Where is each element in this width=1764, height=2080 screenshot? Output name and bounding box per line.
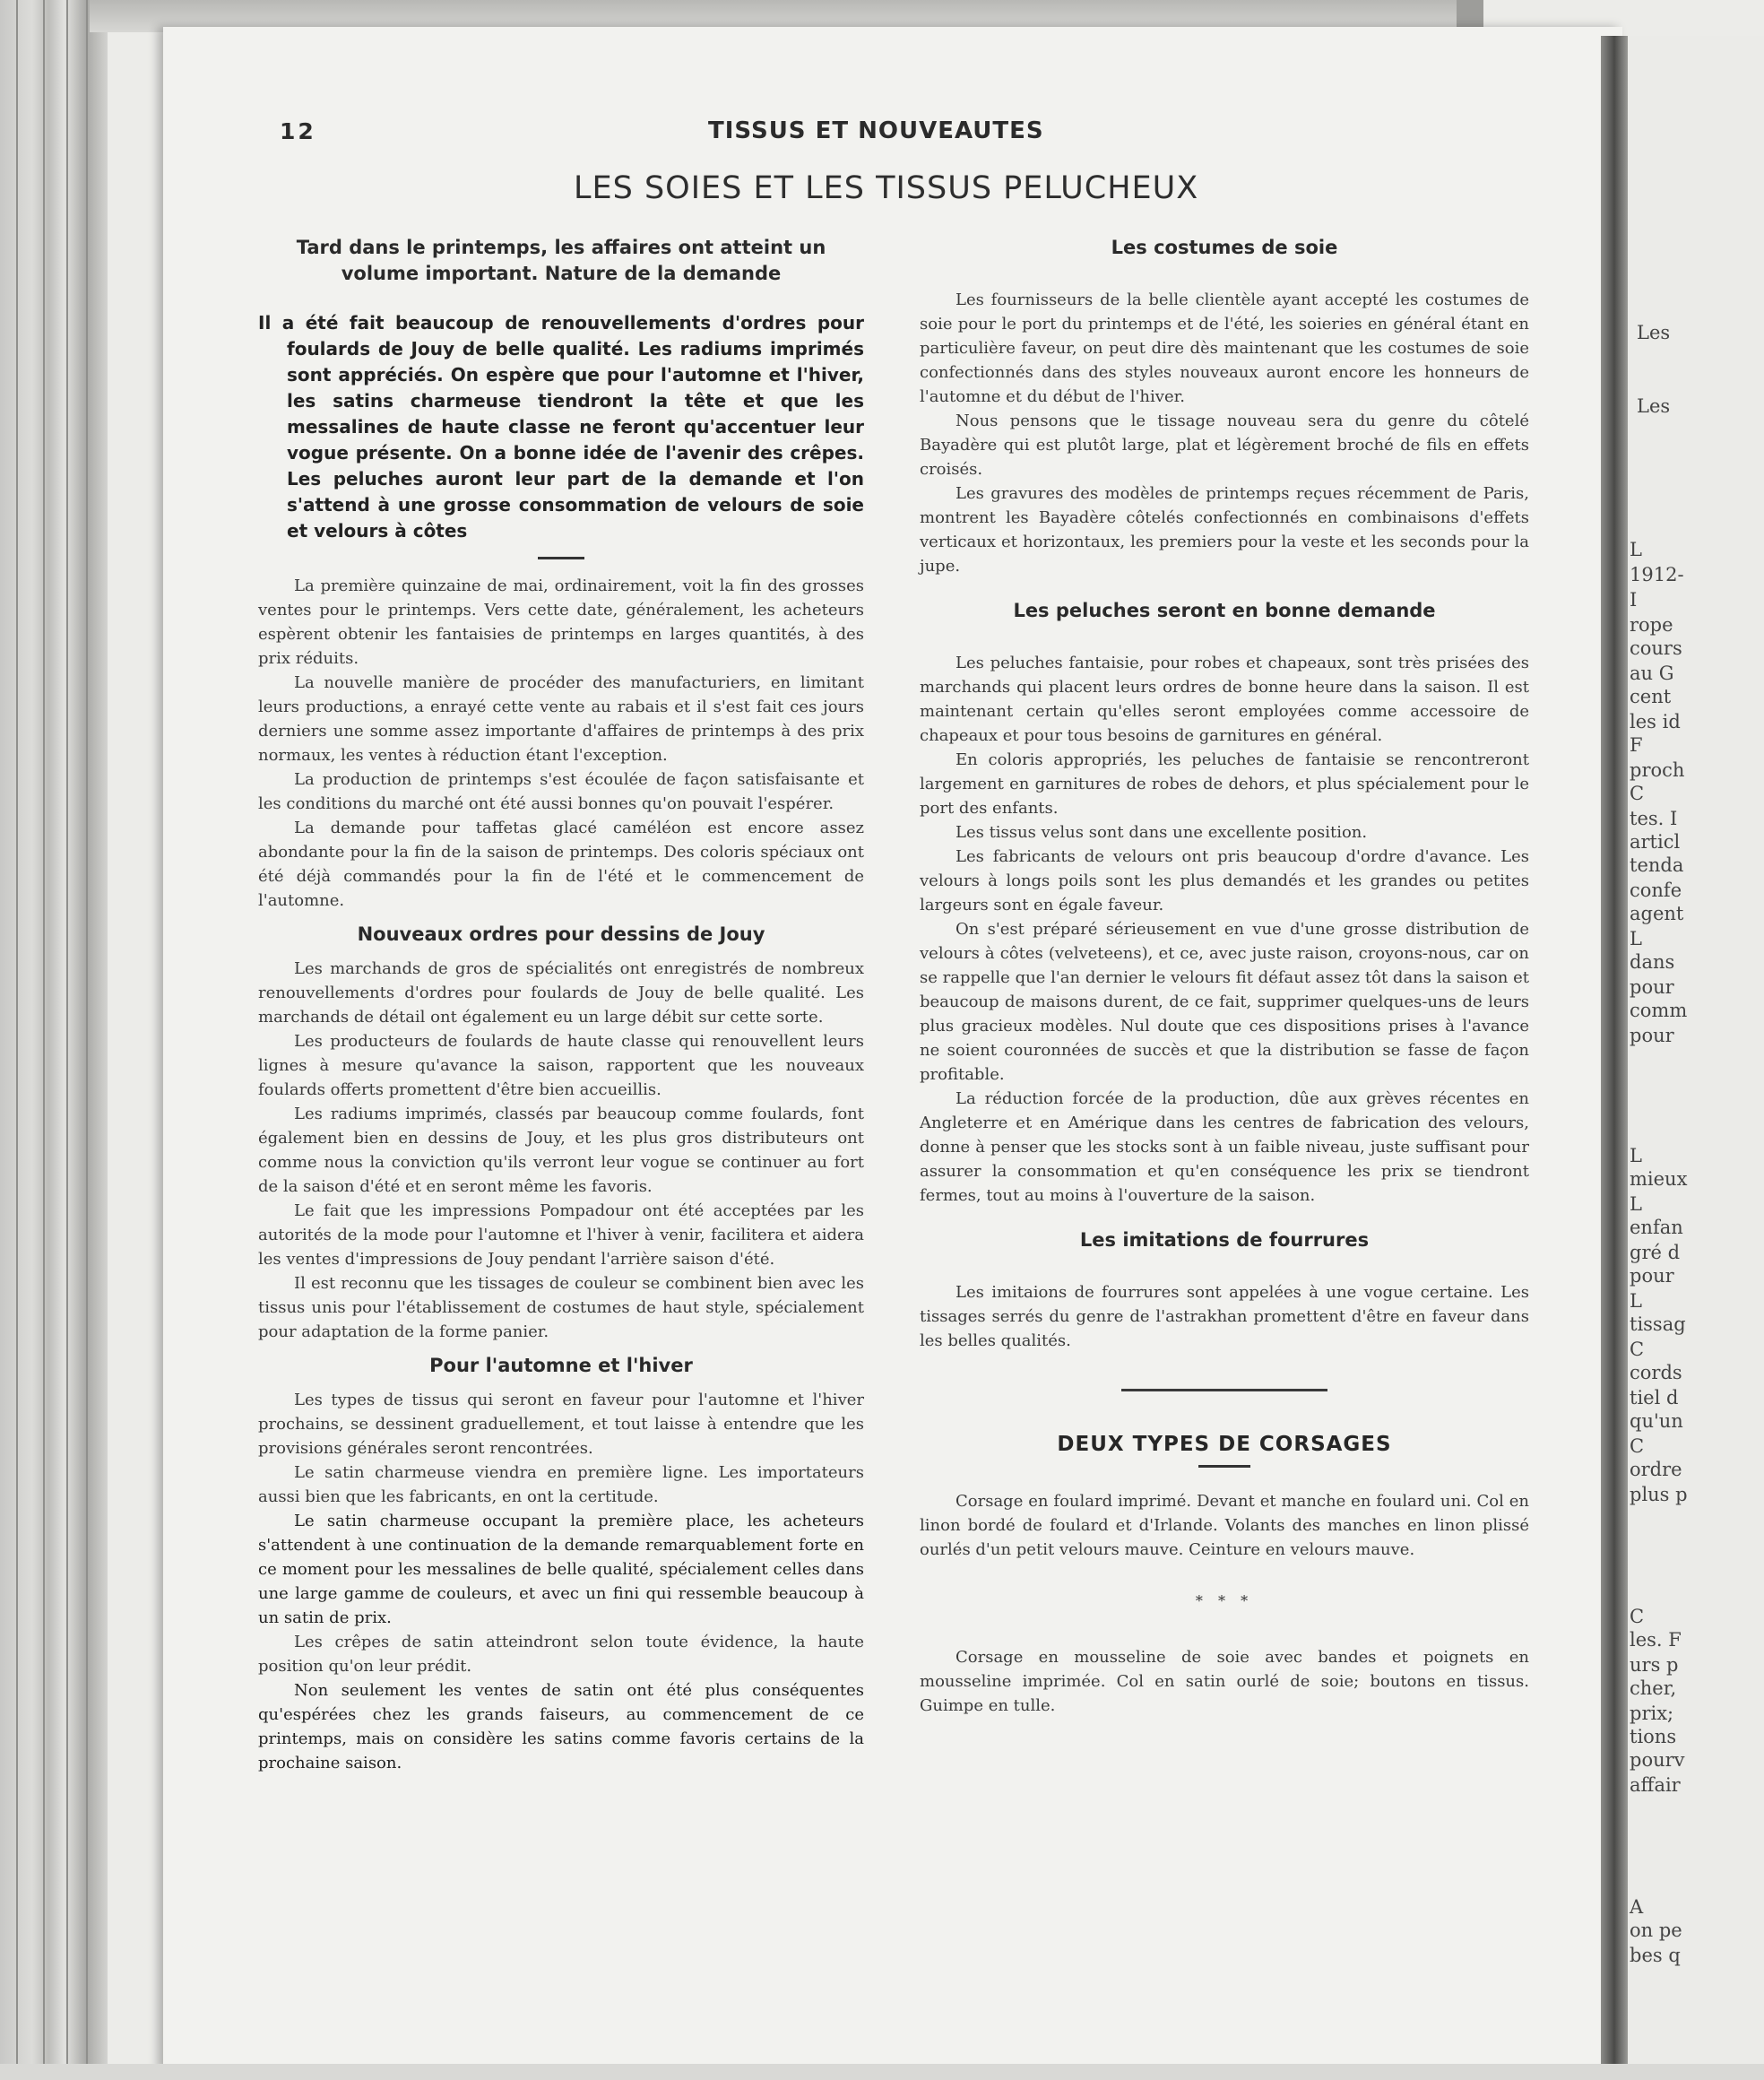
facing-page-word-fragment: prix; bbox=[1630, 1703, 1674, 1724]
paragraph: Les types de tissus qui seront en faveur pour l'automne et l'hiver prochains, se dessinent graduellement, et tout laisse à entendre que les provisions générales seront rencontrées. bbox=[258, 1391, 864, 1458]
left-heading: Tard dans le printemps, les affaires ont atteint un volume important. Nature de la demande bbox=[296, 237, 826, 284]
section-divider bbox=[1121, 1389, 1327, 1391]
automne-paragraphs bbox=[258, 1388, 864, 1775]
paragraph: Les marchands de gros de spécialités ont enregistrés de nombreux renouvellements d'ordres pour foulards de Jouy de belle qualité. Les marchands de détail ont également eu un large débit sur cette sorte. bbox=[258, 959, 864, 1027]
paragraph: Les imitaions de fourrures sont appelées à une vogue certaine. Les tissages serrés du genre de l'astrakhan promettent d'être en faveur dans les belles qualités. bbox=[920, 1283, 1529, 1350]
facing-page-word-fragment: dans bbox=[1630, 951, 1675, 973]
asterism-ornament: * * * bbox=[1195, 1592, 1254, 1609]
paragraph: Nous pensons que le tissage nouveau sera du genre du côtelé Bayadère qui est plutôt large, plat et légèrement broché de fils en effets croisés. bbox=[920, 412, 1529, 479]
page-gutter bbox=[1601, 36, 1628, 2080]
paragraph: La nouvelle manière de procéder des manufacturiers, en limitant leurs productions, a enrayé cette vente au rabais et il s'est fait ces jours derniers une somme assez importante d'affaires de printemps à des prix normaux, les ventes à réduction étant l'exception. bbox=[258, 673, 864, 765]
facing-page-word-fragment: L bbox=[1630, 1193, 1642, 1215]
facing-page-word-fragment: gré d bbox=[1630, 1242, 1681, 1263]
section-heading-automne: Pour l'automne et l'hiver bbox=[429, 1355, 693, 1376]
facing-page-word-fragment: affair bbox=[1630, 1774, 1681, 1796]
page-number: 12 bbox=[280, 118, 316, 144]
facing-page-word-fragment: rope bbox=[1630, 614, 1673, 636]
facing-page-word-fragment: tes. I bbox=[1630, 808, 1678, 829]
paragraph: Les peluches fantaisie, pour robes et chapeaux, sont très prisées des marchands qui placent leurs ordres de bonne heure dans la saison. Il est maintenant certain qu'elles seront employées comme accessoire de chapeaux et pour tous besoins de garnitures en général. bbox=[920, 654, 1529, 745]
section-heading-costumes: Les costumes de soie bbox=[1111, 237, 1338, 258]
facing-page-word-fragment: articl bbox=[1630, 831, 1681, 853]
facing-page-word-fragment: tenda bbox=[1630, 854, 1684, 876]
peluches-paragraphs bbox=[920, 651, 1529, 1208]
corsage-description-2: Corsage en mousseline de soie avec bandes et poignets en mousseline imprimée. Col en satin ourlé de soie; boutons en tissus. Guimpe en tulle. bbox=[920, 1648, 1529, 1715]
paragraph: La production de printemps s'est écoulée de façon satisfaisante et les conditions du marché ont été aussi bonnes qu'on pouvait l'espérer. bbox=[258, 770, 864, 813]
facing-page-word-fragment: cher, bbox=[1630, 1677, 1677, 1699]
section-heading-jouy: Nouveaux ordres pour dessins de Jouy bbox=[357, 923, 765, 945]
facing-page-word-fragment: pourv bbox=[1630, 1749, 1685, 1771]
facing-page-word-fragment: les. F bbox=[1630, 1629, 1682, 1651]
section-heading-fourrures: Les imitations de fourrures bbox=[1079, 1229, 1370, 1251]
facing-page-word-fragment: pour bbox=[1630, 976, 1674, 998]
facing-page-word-fragment: agent bbox=[1630, 903, 1684, 924]
paragraph: Le fait que les impressions Pompadour ont été acceptées par les autorités de la mode pour l'automne et l'hiver à venir, facilitera et aidera les ventes d'impressions de Jouy pendant l'arrière saison d'été. bbox=[258, 1201, 864, 1269]
lead-summary: Il a été fait beaucoup de renouvellements d'ordres pour foulards de Jouy de belle qualité. Les radiums imprimés sont appréciés. On espère que pour l'automne et l'hiver, les satins charmeuse tiendront la tête et que les messalines de haute classe ne feront qu'accentuer leur vogue présente. On a bonne idée de l'avenir des crêpes. Les peluches auront leur part de la demande et l'on s'attend à une grosse consommation de velours de soie et velours à côtes bbox=[258, 312, 864, 542]
separator-rule bbox=[1198, 1465, 1250, 1468]
facing-page-word-fragment: L bbox=[1630, 928, 1642, 949]
facing-page-word-fragment: enfan bbox=[1630, 1217, 1683, 1238]
paragraph: Le satin charmeuse viendra en première ligne. Les importateurs aussi bien que les fabricants, en ont la certitude. bbox=[258, 1463, 864, 1506]
facing-page-word-fragment: les id bbox=[1630, 711, 1681, 732]
facing-page-word-fragment: pour bbox=[1630, 1025, 1674, 1046]
facing-page-word-fragment: confe bbox=[1630, 880, 1682, 901]
paragraph: Il est reconnu que les tissages de couleur se combinent bien avec les tissus unis pour l'établissement de costumes de haut style, spécialement pour adaptation de la forme panier. bbox=[258, 1274, 864, 1341]
facing-page-word-fragment: A bbox=[1630, 1896, 1644, 1918]
facing-page-word-fragment: C bbox=[1630, 783, 1645, 804]
facing-page-word-fragment: C bbox=[1630, 1435, 1645, 1457]
facing-page-word-fragment: plus p bbox=[1630, 1484, 1688, 1505]
facing-page-word-fragment: tions bbox=[1630, 1726, 1677, 1747]
facing-page-word-fragment: L bbox=[1630, 539, 1642, 560]
right-column bbox=[920, 235, 1529, 1718]
facing-page-word-fragment: au G bbox=[1630, 663, 1674, 684]
separator-rule bbox=[538, 557, 584, 559]
paragraph: La réduction forcée de la production, dûe aux grèves récentes en Angleterre et en Amérique dans les centres de fabrication des velours, donne à penser que les stocks sont à un faible niveau, juste suffisant pour assurer la consommation et qu'en conséquence les prix se tiendront fermes, tout au moins à l'ouverture de la saison. bbox=[920, 1089, 1529, 1205]
paragraph: Non seulement les ventes de satin ont été plus conséquentes qu'espérées chez les grands faiseurs, au commencement de ce printemps, mais on considère les satins comme favoris certains de la prochaine saison. bbox=[258, 1681, 864, 1772]
facing-page-word-fragment: L bbox=[1630, 1145, 1642, 1166]
running-head: TISSUS ET NOUVEAUTES bbox=[708, 117, 1044, 144]
facing-page-word-fragment: cent bbox=[1630, 686, 1672, 707]
costumes-paragraphs bbox=[920, 288, 1529, 578]
paragraph: La première quinzaine de mai, ordinairement, voit la fin des grosses ventes pour le printemps. Vers cette date, généralement, les acheteurs espèrent obtenir les fantaisies de printemps en larges quantités, à des prix réduits. bbox=[258, 576, 864, 668]
facing-page-word-fragment: on pe bbox=[1630, 1920, 1682, 1941]
facing-page-word-fragment: ordre bbox=[1630, 1459, 1682, 1480]
paragraph: Les tissus velus sont dans une excellente position. bbox=[956, 823, 1368, 842]
facing-page-word-fragment: proch bbox=[1630, 759, 1685, 781]
section-heading-peluches: Les peluches seront en bonne demande bbox=[1013, 600, 1436, 621]
paragraph: On s'est préparé sérieusement en vue d'une grosse distribution de velours à côtes (velveteens), et ce, avec juste raison, croyons-nous, car on se rappelle que l'an dernier le velours fit défaut assez tôt dans la saison et beaucoup de maisons durent, de ce fait, supprimer quelques-uns de leurs plus gracieux modèles. Nul doute que ces dispositions prises à l'avance ne soient couronnées de succès et que la distribution se fasse de façon profitable. bbox=[920, 920, 1529, 1084]
facing-page-word-fragment: L bbox=[1630, 1290, 1642, 1312]
book-binding-edge bbox=[0, 0, 108, 2080]
facing-page-word-fragment: I bbox=[1630, 589, 1638, 611]
facing-page-fragment bbox=[1628, 36, 1764, 2080]
left-column bbox=[258, 235, 864, 1775]
paragraph: Les crêpes de satin atteindront selon toute évidence, la haute position qu'on leur prédit. bbox=[258, 1633, 864, 1676]
facing-page-word-fragment: Les bbox=[1637, 395, 1671, 417]
facing-page-word-fragment: tiel d bbox=[1630, 1387, 1679, 1408]
paragraph: Les radiums imprimés, classés par beaucoup comme foulards, font également bien en dessins de Jouy, et les plus gros distributeurs ont comme nous la conviction qu'ils verront leur vogue se continuer au fort de la saison d'été et en seront même les favoris. bbox=[258, 1105, 864, 1196]
facing-page-word-fragment: Les bbox=[1637, 322, 1671, 343]
facing-page-word-fragment: F bbox=[1630, 734, 1643, 756]
facing-page-word-fragment: pour bbox=[1630, 1265, 1674, 1287]
paragraph: Les gravures des modèles de printemps reçues récemment de Paris, montrent les Bayadère côtelés confectionnés en combinaisons d'effets verticaux et horizontaux, les premiers pour la veste et les seconds pour la jupe. bbox=[920, 484, 1529, 576]
facing-page-word-fragment: bes q bbox=[1630, 1945, 1681, 1966]
facing-page-word-fragment: C bbox=[1630, 1606, 1645, 1627]
article-title: LES SOIES ET LES TISSUS PELUCHEUX bbox=[574, 170, 1199, 206]
paragraph: Le satin charmeuse occupant la première place, les acheteurs s'attendent à une continuation de la demande remarquablement forte en ce moment pour les messalines de belle qualité, spécialement celles dans une large gamme de couleurs, et avec un fini qui ressemble beaucoup à un satin de prix. bbox=[258, 1512, 864, 1627]
facing-page-word-fragment: C bbox=[1630, 1339, 1645, 1360]
facing-page-word-fragment: qu'un bbox=[1630, 1410, 1683, 1432]
paragraph: Les fabricants de velours ont pris beaucoup d'ordre d'avance. Les velours à longs poils sont les plus demandés et les grandes ou petites largeurs sont en égale faveur. bbox=[920, 847, 1529, 914]
paragraph: Les producteurs de foulards de haute classe qui renouvellent leurs lignes à mesure qu'avance la saison, rapportent que les nouveaux foulards offerts promettent d'être bien accueillis. bbox=[258, 1032, 864, 1099]
facing-page-word-fragment: urs p bbox=[1630, 1654, 1679, 1676]
intro-paragraphs bbox=[258, 574, 864, 913]
facing-page-word-fragment: cours bbox=[1630, 637, 1682, 659]
facing-page-word-fragment: mieux bbox=[1630, 1168, 1688, 1190]
facing-page-word-fragment: tissag bbox=[1630, 1313, 1686, 1335]
jouy-paragraphs bbox=[258, 957, 864, 1344]
facing-page-word-fragment: cords bbox=[1630, 1362, 1682, 1383]
facing-page-word-fragment: 1912- bbox=[1630, 564, 1684, 585]
paragraph: En coloris appropriés, les peluches de fantaisie se rencontreront largement en garnitures de robes de dehors, et plus spécialement pour le port des enfants. bbox=[920, 750, 1529, 818]
corsages-heading: DEUX TYPES DE CORSAGES bbox=[1057, 1433, 1392, 1456]
corsage-description-1: Corsage en foulard imprimé. Devant et manche en foulard uni. Col en linon bordé de foulard et d'Irlande. Volants des manches en linon plissé ourlés d'un petit velours mauve. Ceinture en velours mauve. bbox=[920, 1492, 1529, 1559]
scan-bottom-edge bbox=[0, 2064, 1764, 2080]
facing-page-word-fragment: comm bbox=[1630, 1000, 1688, 1021]
paragraph: La demande pour taffetas glacé caméléon est encore assez abondante pour la fin de la saison de printemps. Des coloris spéciaux ont été déjà commandés pour la fin de l'été et le commencement de l'automne. bbox=[258, 819, 864, 910]
fourrures-paragraphs bbox=[920, 1280, 1529, 1353]
paragraph: Les fournisseurs de la belle clientèle ayant accepté les costumes de soie pour le port du printemps et de l'été, les soieries en général étant en particulière faveur, on peut dire dès maintenant que les costumes de soie confectionnés dans des styles nouveaux auront encore les honneurs de l'automne et du début de l'hiver. bbox=[920, 290, 1529, 406]
